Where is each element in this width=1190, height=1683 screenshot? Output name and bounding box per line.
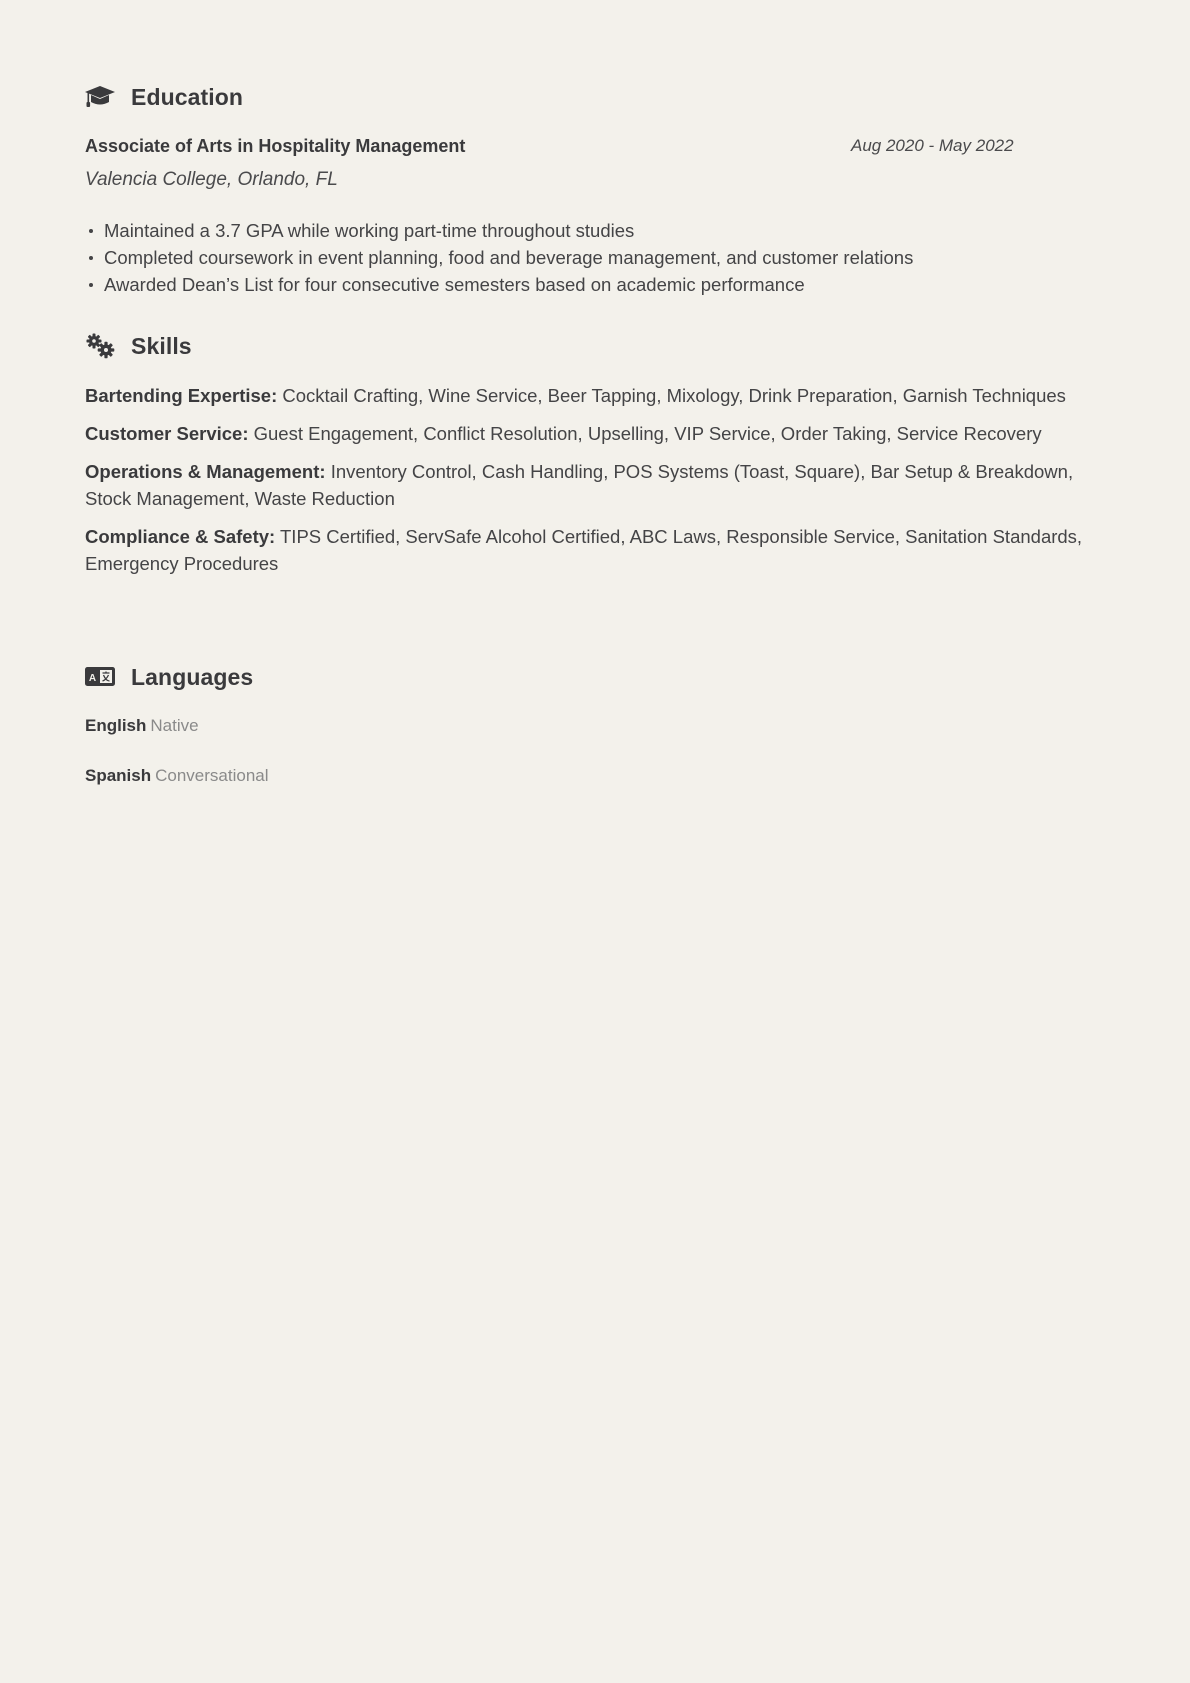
skills-section-header: [85, 331, 192, 361]
degree-title: Associate of Arts in Hospitality Management: [85, 136, 466, 156]
skill-value: Guest Engagement, Conflict Resolution, Upselling, VIP Service, Order Taking, Service Recovery: [253, 423, 1042, 444]
degree-row: [85, 136, 1025, 160]
education-section-header: [85, 82, 243, 112]
language-icon: [85, 664, 115, 690]
skill-label: Bartending Expertise:: [85, 385, 278, 406]
skill-value: Cocktail Crafting, Wine Service, Beer Tapping, Mixology, Drink Preparation, Garnish Techniques: [282, 385, 1066, 406]
skill-label: Operations & Management:: [85, 461, 326, 482]
skill-label: Customer Service:: [85, 423, 249, 444]
language-name: English: [85, 716, 147, 735]
skill-item: [85, 382, 1105, 409]
section-title: Skills: [131, 332, 192, 359]
list-item: Awarded Dean’s List for four consecutive semesters based on academic performance: [104, 271, 913, 298]
language-level: Native: [150, 716, 199, 735]
skill-label: Compliance & Safety:: [85, 526, 276, 547]
section-title: Education: [131, 83, 244, 110]
section-title: Languages: [131, 663, 254, 690]
svg-text:A: A: [88, 673, 97, 684]
skill-item: [85, 523, 1105, 577]
education-bullets: [85, 217, 913, 298]
list-item: Maintained a 3.7 GPA while working part-time throughout studies: [104, 217, 913, 244]
language-item: [85, 716, 199, 736]
language-item: [85, 766, 269, 786]
skill-item: [85, 458, 1105, 512]
skill-value: TIPS Certified, ServSafe Alcohol Certified, ABC Laws, Responsible Service, Sanitation Standards, Emergency Procedures: [85, 526, 1083, 574]
language-name: Spanish: [85, 766, 152, 785]
gears-icon: [85, 333, 115, 359]
list-item: Completed coursework in event planning, food and beverage management, and customer relations: [104, 244, 913, 271]
language-level: Conversational: [155, 766, 269, 785]
skill-item: [85, 420, 1105, 447]
school-name: Valencia College, Orlando, FL: [85, 169, 338, 190]
skill-value: Inventory Control, Cash Handling, POS Systems (Toast, Square), Bar Setup & Breakdown, Stock Management, Waste Reduction: [85, 461, 1074, 509]
languages-section-header: [85, 662, 253, 692]
skills-list: [85, 382, 1105, 588]
degree-dates: Aug 2020 - May 2022: [851, 136, 1014, 155]
graduation-cap-icon: [85, 84, 115, 110]
